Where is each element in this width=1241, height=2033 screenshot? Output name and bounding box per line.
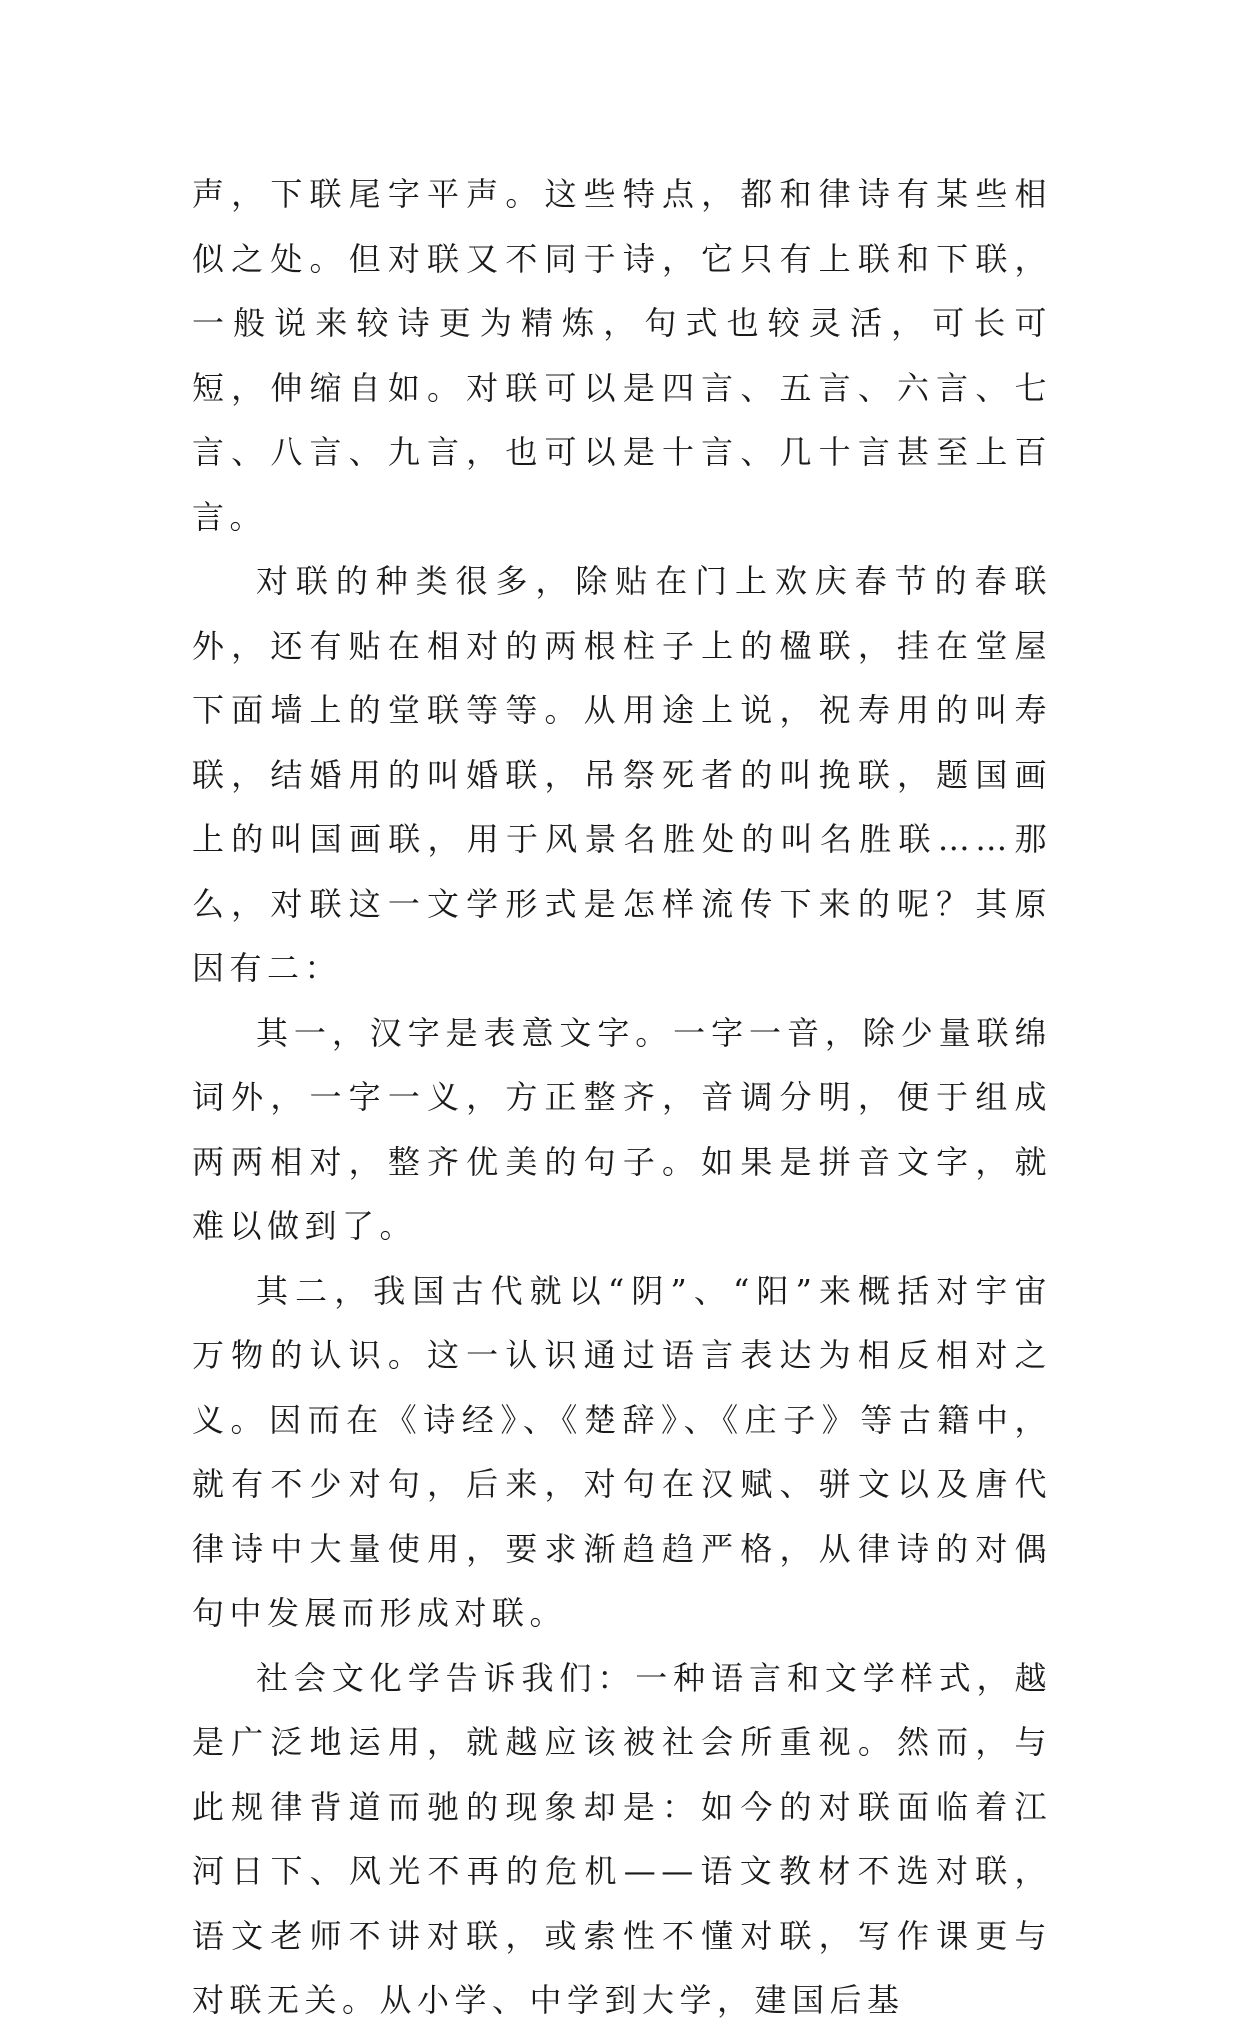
paragraph-3: 其一，汉字是表意文字。一字一音，除少量联绵词外，一字一义，方正整齐，音调分明，便于组成两两相对，整齐优美的句子。如果是拼音文字，就难以做到了。 (192, 1013, 1052, 1245)
paragraph-2: 对联的种类很多，除贴在门上欢庆春节的春联外，还有贴在相对的两根柱子上的楹联，挂在堂屋下面墙上的堂联等等。从用途上说，祝寿用的叫寿联，结婚用的叫婚联，吊祭死者的叫挽联，题国画上的叫国画联，用于风景名胜处的叫名胜联……那么，对联这一文学形式是怎样流传下来的呢？其原因有二： (192, 562, 1052, 987)
paragraph-5: 社会文化学告诉我们：一种语言和文学样式，越是广泛地运用，就越应该被社会所重视。然而，与此规律背道而驰的现象却是：如今的对联面临着江河日下、风光不再的危机——语文教材不选对联，语文老师不讲对联，或索性不懂对联，写作课更与对联无关。从小学、中学到大学，建国后基 (192, 1658, 1052, 2019)
body-text (192, 162, 1052, 2033)
paragraph-1: 声，下联尾字平声。这些特点，都和律诗有某些相似之处。但对联又不同于诗，它只有上联和下联，一般说来较诗更为精炼，句式也较灵活，可长可短，伸缩自如。对联可以是四言、五言、六言、七言、八言、九言，也可以是十言、几十言甚至上百言。 (192, 175, 1052, 536)
paragraph-4: 其二，我国古代就以“阴”、“阳”来概括对宇宙万物的认识。这一认识通过语言表达为相反相对之义。因而在《诗经》、《楚辞》、《庄子》等古籍中，就有不少对句，后来，对句在汉赋、骈文以及唐代律诗中大量使用，要求渐趋趋严格，从律诗的对偶句中发展而形成对联。 (192, 1271, 1052, 1632)
